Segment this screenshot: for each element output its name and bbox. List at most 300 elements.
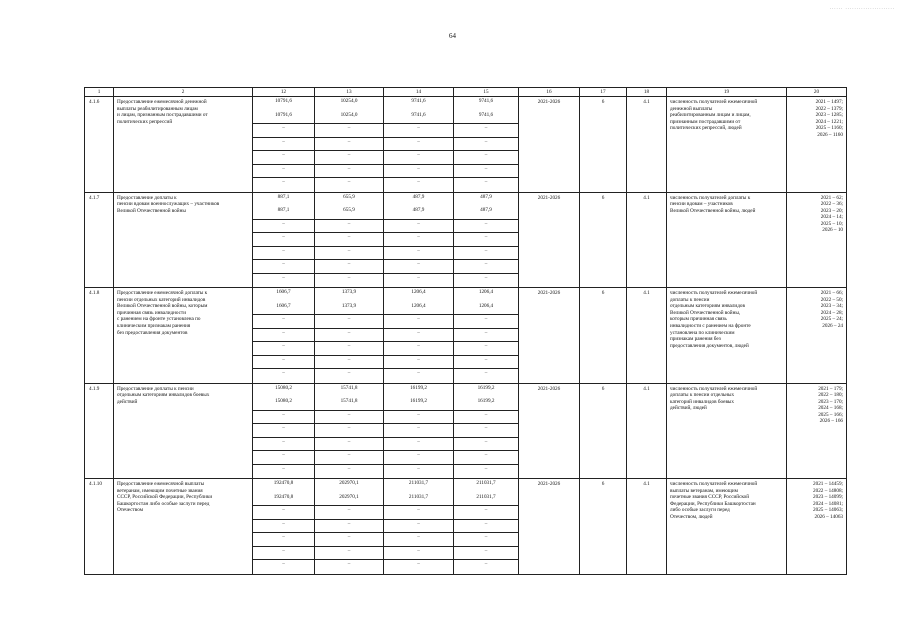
yearly-target-line: 2021 – 1497; [815,99,843,105]
funding-dash: – [454,533,518,547]
funding-dash: – [315,315,383,329]
funding-dash: – [315,247,383,261]
funding-dash: – [384,165,453,179]
measure-name [114,383,253,479]
funding-dash: – [282,370,285,376]
item-number: 4.1.6 [85,97,114,193]
measure-name-line: Великой Отечественной войны [117,207,186,214]
measure-name-line: Предоставление ежемесячной доплаты к [117,290,208,296]
funding-dash: – [315,138,383,152]
yearly-target-line: 2021 – 62; [820,194,843,201]
funding-value: 1206,4 [384,302,453,316]
funding-subrows [454,479,518,574]
column-17-value: 6 [580,97,627,193]
funding-dash: – [315,424,383,438]
funding-value: 10791,6 [275,98,292,104]
funding-dash: – [253,165,314,179]
yearly-targets [787,479,847,575]
funding-subrows [253,97,314,192]
indicator-line: численность получателей ежемесячной [670,481,758,487]
funding-dash: – [253,138,314,152]
funding-dash: – [417,179,420,185]
funding-dash: – [454,315,518,329]
yearly-target-line: 2023 – 34; [820,303,843,310]
indicator-line: политических репрессий, людей [670,125,742,132]
funding-dash: – [384,438,453,452]
funding-value: 192470,8 [253,493,314,507]
funding-dash: – [384,247,453,261]
indicator-line: категорий инвалидов боевых [670,398,734,405]
indicator-line: инвалидности с ранением на фронте [670,322,751,329]
yearly-target-line: 2026 – 1160 [817,131,843,138]
indicator-line: Федерации, Республики Башкортостан [670,500,756,507]
funding-dash: – [384,356,453,370]
funding-dash: – [417,370,420,376]
funding-subrows [253,479,314,574]
funding-dash: – [454,424,518,438]
corner-mark: ...... ...................... [829,6,895,11]
funding-dash: – [253,520,314,534]
funding-subrows [315,384,383,479]
funding-cell [384,383,454,479]
yearly-target-line: 2021 – 179; [818,385,843,392]
column-header-19: 19 [667,88,787,97]
funding-cell [315,192,384,288]
funding-subrows [454,384,518,479]
funding-dash: – [315,220,383,234]
indicator-line: денежной выплаты [670,105,713,112]
funding-dash: – [347,370,351,376]
funding-dash: – [417,561,420,567]
column-header-12: 12 [253,88,315,97]
funding-dash: – [315,520,383,534]
measure-name-line: с ранением на фронте установлена по [117,316,201,323]
column-header-2: 2 [114,88,253,97]
funding-dash: – [454,520,518,534]
table-row [85,383,847,479]
funding-dash: – [282,465,285,472]
funding-value: 15080,2 [253,397,314,411]
yearly-targets [787,97,847,193]
funding-dash: – [454,165,518,179]
measure-name-line: клиническим признакам ранения [117,322,191,329]
funding-dash: – [417,465,420,472]
funding-cell [454,192,519,288]
implementation-period: 2021-2026 [519,97,580,193]
funding-dash: – [282,179,285,185]
funding-dash: – [454,506,518,520]
funding-dash: – [454,438,518,452]
funding-dash: – [315,451,383,465]
program-table [84,87,847,575]
item-number: 4.1.8 [85,288,114,384]
funding-value: 192470,8 [273,480,294,486]
funding-subrows [454,97,518,192]
funding-dash: – [384,533,453,547]
yearly-targets [787,192,847,288]
funding-cell [315,383,384,479]
funding-dash: – [384,124,453,138]
indicator-line: численность получателей ежемесячной [670,385,758,392]
yearly-target-line: 2023 – 170; [818,398,843,405]
funding-subrows [315,97,383,192]
indicator-description [667,97,787,193]
yearly-target-line: 2025 – 166; [818,411,843,418]
item-number: 4.1.9 [85,383,114,479]
funding-cell [253,192,315,288]
yearly-target-line: 2022 – 14808; [813,487,843,494]
funding-dash: – [253,424,314,438]
measure-name-line: ветеранам, имеющим почетные звания [117,487,203,494]
column-header-1: 1 [85,88,114,97]
indicator-line: численность получателей ежемесячной [670,99,758,105]
indicator-line: либо особые заслуги перед [670,507,730,514]
measure-name [114,97,253,193]
indicator-line: реабилитированным лицам и лицам, [670,112,751,119]
column-18-value: 4.1 [627,383,667,479]
indicator-line: признанным пострадавшими от [670,118,741,125]
indicator-line: почетные звания СССР, Российской [670,494,750,501]
funding-subrows [253,193,314,288]
funding-cell [384,97,454,193]
funding-value: 211031,7 [408,480,429,486]
yearly-target-line: 2024 – 28; [820,309,843,316]
funding-dash: – [315,438,383,452]
funding-dash: – [454,233,518,247]
funding-value: 10254,0 [340,98,358,104]
funding-dash: – [315,356,383,370]
funding-dash: – [454,138,518,152]
funding-dash: – [454,260,518,274]
funding-cell [253,479,315,575]
measure-name-line: СССР, Российской Федерации, Республики [117,494,213,501]
measure-name-line: Башкортостан либо особые заслуги перед [117,500,210,507]
measure-name-line: действий [117,398,138,405]
funding-cell [384,288,454,384]
funding-dash: – [417,274,420,281]
measure-name-line: политических репрессий [117,118,173,125]
funding-subrows [454,288,518,383]
funding-cell [253,383,315,479]
funding-value: 1206,4 [411,289,426,295]
funding-dash: – [282,274,285,281]
funding-dash: – [384,260,453,274]
funding-dash: – [315,151,383,165]
funding-dash: – [315,342,383,356]
funding-subrows [384,384,453,479]
column-17-value: 6 [580,192,627,288]
funding-dash: – [315,411,383,425]
yearly-target-line: 2026 – 14063 [814,513,843,520]
funding-dash: – [454,356,518,370]
funding-dash: – [253,220,314,234]
funding-value: 9741,6 [478,98,494,104]
measure-name-line: пенсии отдельных категорий инвалидов [117,296,206,303]
funding-dash: – [384,138,453,152]
page-number: 64 [449,32,456,40]
measure-name-line: Предоставление доплаты к [117,194,177,201]
funding-value: 1373,9 [315,302,383,316]
funding-dash: – [384,520,453,534]
yearly-target-line: 2021 – 66; [820,290,843,296]
funding-value: 211031,7 [476,480,496,486]
funding-value: 9741,6 [384,111,453,125]
funding-value: 211031,7 [454,493,518,507]
funding-dash: – [384,233,453,247]
column-header-18: 18 [627,88,667,97]
funding-dash: – [347,465,351,472]
measure-name [114,192,253,288]
yearly-target-line: 2025 – 1160; [815,125,843,132]
funding-dash: – [484,465,488,472]
funding-subrows [253,288,314,383]
funding-cell [384,192,454,288]
yearly-target-line: 2022 – 36; [820,201,843,208]
yearly-target-line: 2025 – 10; [820,220,843,227]
funding-dash: – [384,451,453,465]
funding-value: 655,9 [315,206,383,220]
indicator-description [667,479,787,575]
funding-dash: – [253,438,314,452]
funding-subrows [384,193,453,288]
indicator-line: численность получателей ежемесячной [670,290,758,296]
implementation-period: 2021-2026 [519,192,580,288]
funding-dash: – [253,356,314,370]
funding-dash: – [282,561,285,567]
funding-dash: – [454,342,518,356]
column-header-20: 20 [787,88,847,97]
funding-value: 887,1 [253,206,314,220]
indicator-description [667,383,787,479]
funding-dash: – [384,220,453,234]
funding-dash: – [253,247,314,261]
funding-subrows [315,479,383,574]
implementation-period: 2021-2026 [519,288,580,384]
indicator-line: пенсии вдовам – участников [670,201,733,208]
measure-name-line: Предоставление ежемесячной выплаты [117,481,205,487]
funding-dash: – [454,151,518,165]
table-row [85,288,847,384]
funding-dash: – [384,342,453,356]
column-17-value: 6 [580,479,627,575]
funding-dash: – [454,547,518,561]
column-18-value: 4.1 [627,192,667,288]
yearly-target-line: 2025 – 24; [820,316,843,323]
indicator-line: действий, людей [670,405,707,412]
indicator-line: отдельным категориям инвалидов [670,303,745,310]
funding-cell [454,479,519,575]
funding-value: 202970,1 [339,480,359,486]
funding-value: 16199,2 [477,384,495,391]
funding-dash: – [253,233,314,247]
funding-dash: – [315,233,383,247]
measure-name-line: пенсии вдовам военнослужащих – участников [117,201,220,208]
column-17-value: 6 [580,288,627,384]
funding-subrows [315,288,383,383]
measure-name [114,479,253,575]
funding-value: 9741,6 [411,98,426,104]
funding-dash: – [384,506,453,520]
yearly-target-line: 2023 – 14099; [813,494,843,501]
funding-dash: – [484,370,488,376]
measure-name-line: Предоставление доплаты к пенсии [117,385,194,392]
funding-dash: – [384,151,453,165]
measure-name-line: Отечеством [117,507,143,514]
funding-dash: – [347,561,351,567]
funding-subrows [253,384,314,479]
funding-value: 1606,7 [276,289,291,295]
indicator-description [667,192,787,288]
funding-dash: – [347,179,351,185]
yearly-target-line: 2024 – 14; [820,214,843,221]
yearly-target-line: 2026 – 10 [822,227,843,234]
funding-cell [454,288,519,384]
funding-cell [454,383,519,479]
yearly-target-line: 2022 – 50; [820,296,843,303]
funding-value: 16199,2 [410,384,427,391]
yearly-target-line: 2024 – 1221; [815,118,843,125]
item-number: 4.1.10 [85,479,114,575]
yearly-target-line: 2026 – 166 [819,418,843,425]
indicator-line: доплаты к пенсии [670,296,710,303]
funding-subrows [384,479,453,574]
column-header-15: 15 [454,88,519,97]
funding-value: 9741,6 [454,111,518,125]
funding-dash: – [384,329,453,343]
funding-dash: – [253,260,314,274]
funding-dash: – [484,561,488,567]
funding-dash: – [484,179,488,185]
funding-value: 487,9 [384,206,453,220]
funding-value: 15741,8 [340,384,358,391]
measure-name-line: Великой Отечественной войны, которым [117,303,208,310]
column-17-value: 6 [580,383,627,479]
funding-dash: – [315,260,383,274]
funding-value: 211031,7 [384,493,453,507]
funding-dash: – [253,151,314,165]
column-header-17: 17 [580,88,627,97]
column-header-14: 14 [384,88,454,97]
funding-value: 16199,2 [384,397,453,411]
funding-dash: – [315,124,383,138]
implementation-period: 2021-2026 [519,479,580,575]
funding-dash: – [384,315,453,329]
table-row [85,97,847,193]
indicator-line: Великой Отечественной войны, людей [670,207,756,214]
funding-cell [315,479,384,575]
indicator-line: численность получателей доплаты к [670,194,751,201]
funding-dash: – [253,329,314,343]
funding-dash: – [454,247,518,261]
indicator-line: предоставления документов, людей [670,342,749,349]
funding-dash: – [384,424,453,438]
funding-cell [315,97,384,193]
funding-value: 16199,2 [454,397,518,411]
measure-name-line: Предоставление ежемесячной денежной [117,99,207,105]
yearly-target-line: 2026 – 24 [822,322,843,329]
funding-subrows [384,97,453,192]
funding-value: 10791,6 [253,111,314,125]
funding-dash: – [253,124,314,138]
funding-dash: – [253,506,314,520]
funding-value: 10254,0 [315,111,383,125]
yearly-targets [787,383,847,479]
funding-dash: – [253,451,314,465]
funding-dash: – [253,411,314,425]
column-header-16: 16 [519,88,580,97]
funding-dash: – [384,411,453,425]
funding-dash: – [315,165,383,179]
funding-value: 1206,4 [478,289,494,295]
yearly-target-line: 2025 – 14063; [813,507,843,514]
funding-dash: – [315,329,383,343]
indicator-line: признакам ранения без [670,336,721,343]
funding-dash: – [454,124,518,138]
funding-subrows [384,288,453,383]
funding-cell [454,97,519,193]
column-header-13: 13 [315,88,384,97]
indicator-line: доплаты к пенсии отдельных [670,392,735,399]
funding-dash: – [454,329,518,343]
funding-dash: – [315,547,383,561]
funding-value: 1606,7 [253,302,314,316]
header-row [85,88,847,97]
measure-name-line: и лицам, признанным пострадавшими от [117,112,208,119]
funding-dash: – [315,506,383,520]
funding-value: 887,1 [277,193,290,200]
funding-dash: – [253,315,314,329]
measure-name-line: выплаты реабилитированным лицам [117,105,198,112]
item-number: 4.1.7 [85,192,114,288]
funding-subrows [315,193,383,288]
funding-cell [253,288,315,384]
yearly-target-line: 2024 – 168; [818,405,843,412]
implementation-period: 2021-2026 [519,383,580,479]
funding-value: 1206,4 [454,302,518,316]
table-row [85,479,847,575]
funding-value: 487,9 [480,193,492,200]
indicator-line: установлена по клиническим [670,329,735,336]
yearly-target-line: 2022 – 180; [818,392,843,399]
indicator-line: выплаты ветеранам, имеющим [670,487,738,494]
indicator-line: Отечеством, людей [670,513,713,520]
yearly-target-line: 2023 – 20; [820,207,843,214]
column-18-value: 4.1 [627,97,667,193]
column-18-value: 4.1 [627,479,667,575]
measure-name-line: без предоставления документов [117,329,188,336]
funding-dash: – [315,533,383,547]
funding-value: 202970,1 [315,493,383,507]
funding-dash: – [347,274,351,281]
yearly-target-line: 2024 – 14081; [813,500,843,507]
funding-cell [315,288,384,384]
yearly-target-line: 2021 – 14459; [813,481,843,487]
funding-dash: – [253,342,314,356]
funding-value: 487,9 [454,206,518,220]
measure-name-line: причинная связь инвалидности [117,309,186,316]
funding-subrows [454,193,518,288]
funding-value: 15080,2 [275,384,292,391]
funding-dash: – [454,451,518,465]
funding-dash: – [384,547,453,561]
funding-dash: – [484,274,488,281]
indicator-description [667,288,787,384]
funding-cell [384,479,454,575]
measure-name-line: отдельным категориям инвалидов боевых [117,392,210,399]
funding-dash: – [253,533,314,547]
yearly-targets [787,288,847,384]
measure-name [114,288,253,384]
